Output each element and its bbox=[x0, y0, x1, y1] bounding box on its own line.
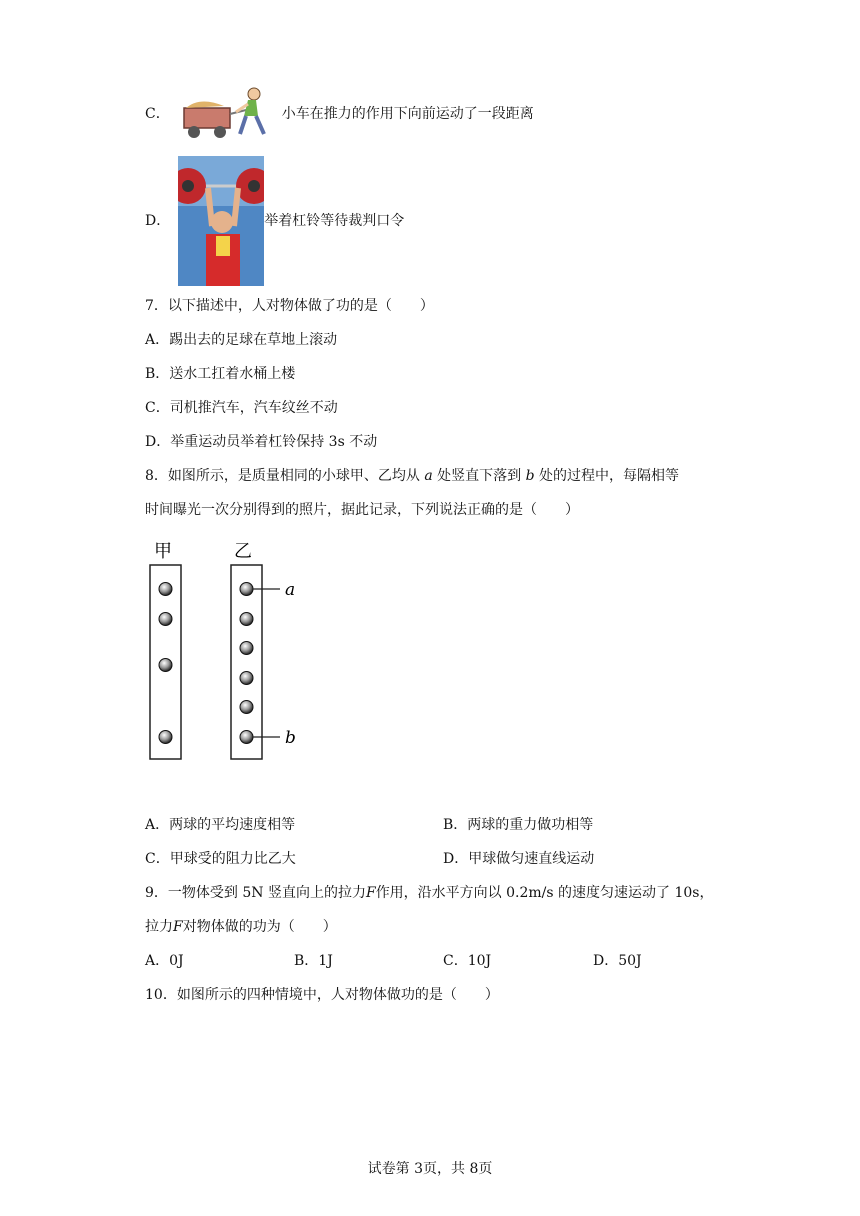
q7-option-c: C．司机推汽车，汽车纹丝不动 bbox=[145, 400, 338, 416]
q9-text-part: 对物体做的功为（ ） bbox=[182, 919, 337, 935]
q8-option-a: A．两球的平均速度相等 bbox=[145, 817, 296, 833]
ball bbox=[240, 613, 253, 626]
q9-option-d: D．50J bbox=[593, 953, 642, 969]
q7-stem: 7．以下描述中，人对物体做了功的是（ ） bbox=[145, 298, 434, 314]
q8-option-c: C．甲球受的阻力比乙大 bbox=[145, 851, 296, 867]
push-cart-illustration bbox=[180, 86, 276, 142]
q8-option-d: D．甲球做匀速直线运动 bbox=[443, 851, 595, 867]
ball bbox=[240, 583, 253, 596]
label-jia: 甲 bbox=[154, 541, 172, 562]
q7-option-b: B．送水工扛着水桶上楼 bbox=[145, 366, 296, 382]
q9-text-part: 9．一物体受到 5N 竖直向上的拉力 bbox=[145, 885, 366, 901]
q7-option-d: D．举重运动员举着杠铃保持 3s 不动 bbox=[145, 434, 378, 450]
q9-option-c: C．10J bbox=[443, 953, 492, 969]
ball bbox=[240, 701, 253, 714]
q8-stem-part: 处的过程中，每隔相等 bbox=[539, 468, 680, 484]
mark-b: b bbox=[285, 728, 296, 748]
q8-var-b: b bbox=[525, 468, 535, 484]
weightlifter-photo bbox=[178, 156, 264, 286]
q9-option-b: B．1J bbox=[294, 953, 333, 969]
mark-a: a bbox=[285, 580, 296, 600]
ball bbox=[240, 672, 253, 685]
q10-stem: 10．如图所示的四种情境中，人对物体做功的是（ ） bbox=[145, 987, 499, 1003]
option-text: 小车在推力的作用下向前运动了一段距离 bbox=[281, 106, 534, 122]
q6-option-d bbox=[145, 156, 404, 286]
option-text: 举着杠铃等待裁判口令 bbox=[264, 213, 405, 229]
q9-line1 bbox=[145, 883, 713, 903]
q8-option-b: B．两球的重力做功相等 bbox=[443, 817, 594, 833]
ball bbox=[159, 583, 172, 596]
q9-line2 bbox=[145, 917, 337, 937]
q7-option-a: A．踢出去的足球在草地上滚动 bbox=[145, 332, 338, 348]
q8-var-a: a bbox=[424, 468, 433, 484]
q9-var-f: F bbox=[173, 919, 183, 935]
q9-var-f: F bbox=[365, 885, 376, 901]
balls-jia bbox=[159, 583, 172, 744]
q9-text-part: 作用，沿水平方向以 0.2m/s 的速度匀速运动了 10s， bbox=[375, 885, 714, 901]
q6-option-c bbox=[145, 86, 534, 142]
q8-stem-part: 8．如图所示，是质量相同的小球甲、乙均从 bbox=[145, 468, 420, 484]
q9-option-a: A．0J bbox=[145, 953, 184, 969]
q8-stem-line2: 时间曝光一次分别得到的照片，据此记录，下列说法正确的是（ ） bbox=[145, 502, 579, 518]
ball bbox=[240, 731, 253, 744]
ball bbox=[159, 659, 172, 672]
q8-stem-part: 处竖直下落到 bbox=[437, 468, 522, 484]
q8-falling-balls-figure bbox=[140, 535, 320, 770]
option-letter: C． bbox=[145, 106, 170, 122]
ball bbox=[159, 613, 172, 626]
ball bbox=[159, 731, 172, 744]
option-letter: D． bbox=[145, 213, 171, 229]
q8-stem-line1 bbox=[145, 466, 679, 486]
balls-yi bbox=[240, 583, 253, 744]
page-footer: 试卷第 3页，共 8页 bbox=[367, 1161, 493, 1177]
label-yi: 乙 bbox=[234, 541, 252, 562]
ball bbox=[240, 642, 253, 655]
q9-text-part: 拉力 bbox=[145, 919, 173, 935]
